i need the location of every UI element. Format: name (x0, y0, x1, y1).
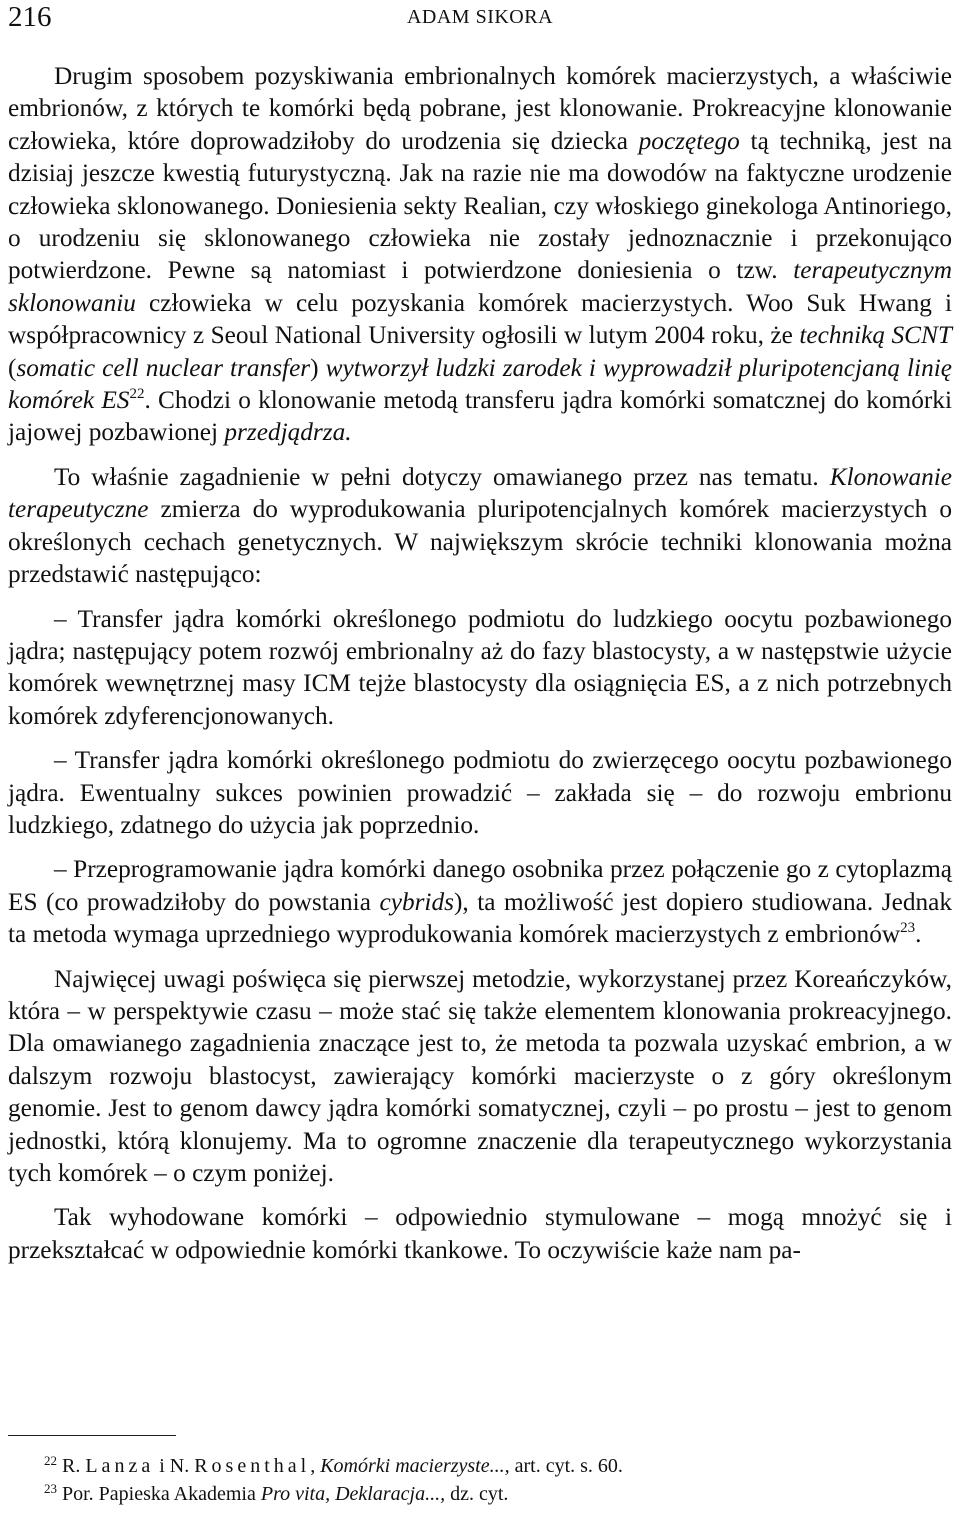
footnote-number: 23 (44, 1481, 57, 1496)
author-name: Lanza (85, 1455, 155, 1477)
italic-run: wytworzył ludzki zarodek i wyprowadził pluripotencjaną linię komórek ES (8, 353, 952, 415)
footnotes (8, 1452, 952, 1508)
text-run: ), ta możliwość jest dopiero studiowana. Jednak ta metoda wymaga uprzedniego wyprodukowania komórek macierzystych z embrionów (8, 887, 952, 949)
list-item: – Transfer jądra komórki określonego podmiotu do ludzkiego oocytu pozbawionego jądra; następujący potem rozwój embrionalny aż do fazy blastocysty, a w następstwie użycie komórek wewnętrznej masy ICM tejże blastocysty dla osiągnięcia ES, a z nich potrzebnych komórek zdyferencjonowanych. (8, 604, 952, 730)
text-run: . Chodzi o klonowanie metodą transferu jądra komórki somatcznej do komórki jajowej pozbawionej (8, 386, 952, 447)
text-run: zmierza do wyprodukowania pluripotencjalnych komórek macierzystych o określonych cechach genetycznych. W największym skrócie techniki klonowania można przedstawić następująco: (8, 495, 952, 589)
paragraph (8, 60, 952, 449)
author-name: Rosenthal (194, 1455, 311, 1477)
text-run: ( (8, 353, 17, 382)
text-run: . (915, 920, 922, 949)
footnote-number: 22 (44, 1453, 57, 1468)
footnote-ref[interactable]: 23 (900, 920, 916, 937)
text-run: człowieka w celu pozyskania komórek macierzystych. Woo Suk Hwang i współpracownicy z Seoul National University ogłosili w lutym 2004 roku, że (8, 288, 952, 350)
footnote (8, 1452, 952, 1480)
footnote (8, 1480, 952, 1508)
italic-run: poczętego (638, 126, 740, 155)
text-run: ) (310, 353, 326, 382)
running-head: ADAM SIKORA (406, 6, 554, 28)
list-item: – Transfer jądra komórki określonego podmiotu do zwierzęcego oocytu pozbawionego jądra. Ewentualny sukces powinien prowadzić – zakłada się – do rozwoju embrionu ludzkiego, zdatnego do użycia jak poprzednio. (8, 746, 952, 839)
text-run: R. (62, 1455, 81, 1477)
text-run: i N. (154, 1455, 195, 1477)
paragraph: Tak wyhodowane komórki – odpowiednio stymulowane – mogą mnożyć się i przekształcać w odpowiednie komórki tkankowe. To oczywiście każe nam pa- (8, 1203, 952, 1264)
italic-run: Klonowanie terapeutyczne (8, 462, 952, 524)
footnote-ref[interactable]: 22 (129, 386, 145, 403)
page-header (8, 0, 952, 34)
list-item (8, 853, 952, 950)
italic-run: techniką SCNT (799, 321, 952, 350)
page-number: 216 (8, 1, 52, 33)
text-run: dz. cyt. (445, 1483, 509, 1505)
text-run: Drugim sposobem pozyskiwania embrionalnych komórek macierzystych, a właściwie embrionów, z których te komórki będą pobrane, jest klonowanie. Prokreacyjne klonowanie człowieka, które doprowadziłoby do urodzenia się dziecka (8, 62, 952, 155)
text-run: To właśnie zagadnienie w pełni dotyczy omawianego przez nas tematu. (54, 462, 830, 491)
italic-run: cybrids (379, 887, 454, 916)
paragraph: Najwięcej uwagi poświęca się pierwszej metodzie, wykorzystanej przez Koreańczyków, która – w perspektywie czasu – może stać się także elementem klonowania prokreacyjnego. Dla omawianego zagadnienia znaczące jest to, że metoda ta pozwala uzyskać embrion, a w dalszym rozwoju blastocyst, zawierający komórki macierzyste o z góry określonym genomie. Jest to genom dawcy jądra komórki somatycznej, czyli – po prostu – jest to genom jednostki, którą klonujemy. Ma to ogromne znaczenie dla terapeutycznego wykorzystania tych komórek – o czym poniżej. (8, 964, 952, 1187)
work-title: Pro vita, Deklaracja..., (260, 1483, 446, 1505)
text-run: Por. Papieska Akademia (62, 1483, 261, 1505)
italic-run: somatic cell nuclear transfer (16, 353, 311, 382)
italic-run: przedjądrza. (224, 418, 352, 447)
body-text (8, 60, 952, 1278)
text-run: art. cyt. s. 60. (509, 1455, 623, 1477)
italic-run: terapeutycznym sklonowaniu (8, 256, 952, 317)
text-run: – Przeprogramowanie jądra komórki danego osobnika przez połączenie go z cytoplazmą ES (co prowadziłoby do powstania (8, 855, 952, 916)
text-run: , (310, 1455, 321, 1477)
paragraph (8, 461, 952, 591)
text-run: tą techniką, jest na dzisiaj jeszcze kwestią futurystyczną. Jak na razie nie ma dowodów na faktyczne urodzenie człowieka sklonowanego. Doniesienia sekty Realian, czy włoskiego ginekologa Antinoriego, o urodzeniu się sklonowanego człowieka nie zostały jednoznacznie i przekonująco potwierdzone. Pewne są natomiast i potwierdzone doniesienia o tzw. (8, 126, 952, 285)
work-title: Komórki macierzyste..., (320, 1455, 510, 1477)
footnote-divider (8, 1435, 176, 1436)
